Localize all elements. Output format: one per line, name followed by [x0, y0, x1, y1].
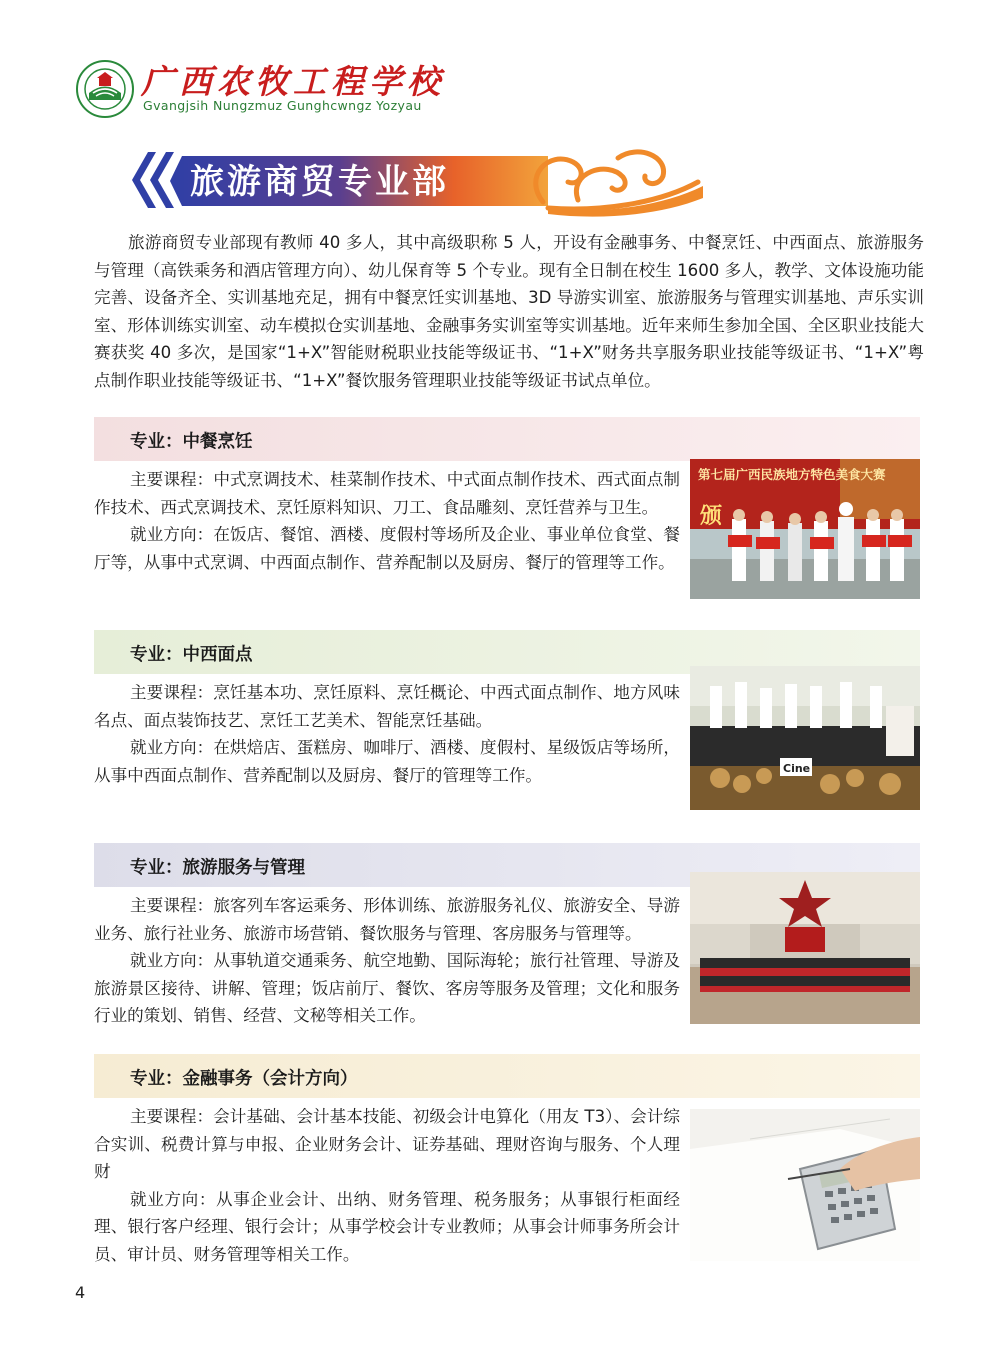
section-title: 旅游商贸专业部 — [190, 162, 449, 202]
cooking-contest-photo — [690, 459, 920, 599]
pastry-display-photo — [690, 666, 920, 810]
major-description — [94, 679, 680, 789]
major-description — [94, 1103, 680, 1268]
major-jobs: 就业方向：从事企业会计、出纳、财务管理、税务服务；从事银行柜面经理、银行客户经理、银行会计；从事学校会计专业教师；从事会计师事务所会计员、审计员、财务管理等相关工作。 — [94, 1189, 680, 1264]
page-number: 4 — [75, 1283, 86, 1302]
major-courses: 主要课程：烹饪基本功、烹饪原料、烹饪概论、中西式面点制作、地方风味名点、面点装饰技艺、烹饪工艺美术、智能烹饪基础。 — [94, 683, 680, 730]
major-courses: 主要课程：旅客列车客运乘务、形体训练、旅游服务礼仪、旅游安全、导游业务、旅行社业务、旅游市场营销、餐饮服务与管理、客房服务与管理等。 — [94, 896, 680, 943]
major-courses: 主要课程：中式烹调技术、桂菜制作技术、中式面点制作技术、西式面点制作技术、西式烹调技术、烹饪原料知识、刀工、食品雕刻、烹饪营养与卫生。 — [94, 470, 680, 517]
major-description — [94, 466, 680, 576]
major-jobs: 就业方向：在烘焙店、蛋糕房、咖啡厅、酒楼、度假村、星级饭店等场所，从事中西面点制作、营养配制以及厨房、餐厅的管理等工作。 — [94, 738, 680, 785]
tourism-assembly-photo — [690, 872, 920, 1024]
photo-banner-text-2: 颁 — [700, 504, 723, 529]
school-name-roman: Gvangjsih Nungzmuz Gunghcwngz Yozyau — [143, 98, 422, 113]
major-jobs: 就业方向：从事轨道交通乘务、航空地勤、国际海轮；旅行社管理、导游及旅游景区接待、讲解、管理；饭店前厅、餐饮、客房等服务及管理；文化和服务行业的策划、销售、经营、文秘等相关工作。 — [94, 951, 680, 1025]
major-title: 专业：金融事务（会计方向） — [130, 1069, 358, 1089]
section-intro: 旅游商贸专业部现有教师 40 多人，其中高级职称 5 人，开设有金融事务、中餐烹饪、中西面点、旅游服务与管理（高铁乘务和酒店管理方向）、幼儿保育等 5 个专业。现有全日制在校生 1600 多人，教学、文体设施功能完善、设备齐全、实训基地充足，拥有中餐烹饪实训基地、3D 导游实训室、旅游服务与管理实训基地、声乐实训室、形体训练实训室、动车模拟仓实训基地、金融事务实训室等实训基地。近年来师生参加全国、全区职业技能大赛获奖 40 多次，是国家“1+X”智能财税职业技能等级证书、“1+X”财务共享服务职业技能等级证书、“1+X”粤点制作职业技能等级证书、“1+X”餐饮服务管理职业技能等级证书试点单位。 — [94, 233, 924, 390]
accounting-calculator-photo — [690, 1109, 920, 1261]
photo-banner-text: 第七届广西民族地方特色美食大赛 — [698, 467, 886, 482]
school-name: 广西农牧工程学校 — [141, 62, 445, 101]
major-jobs: 就业方向：在饭店、餐馆、酒楼、度假村等场所及企业、事业单位食堂、餐厅等，从事中式烹调、中西面点制作、营养配制以及厨房、餐厅的管理等工作。 — [94, 525, 680, 572]
major-courses: 主要课程：会计基础、会计基本技能、初级会计电算化（用友 T3）、会计综合实训、税费计算与申报、企业财务会计、证券基础、理财咨询与服务、个人理财 — [94, 1107, 680, 1181]
photo-sign-text: Cine — [783, 762, 811, 775]
major-title: 专业：中餐烹饪 — [130, 432, 253, 452]
school-emblem-icon — [76, 60, 134, 118]
major-title: 专业：中西面点 — [130, 645, 253, 665]
major-description — [94, 892, 680, 1030]
major-title: 专业：旅游服务与管理 — [130, 858, 305, 878]
